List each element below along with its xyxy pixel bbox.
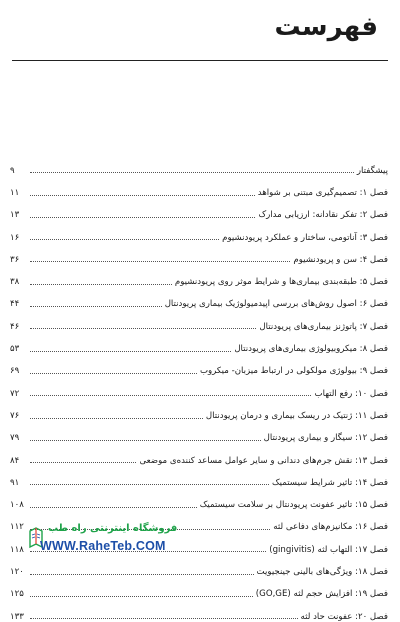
watermark xyxy=(28,523,198,561)
toc-entry-title: فصل ۱۳: نقش جرم‌های دندانی و سایر عوامل مساعد کننده‌ی موضعی xyxy=(139,455,388,466)
toc-entry xyxy=(10,242,388,264)
toc-dot-leader xyxy=(30,484,269,485)
toc-entry xyxy=(10,421,388,443)
toc-entry xyxy=(10,287,388,309)
toc-dot-leader xyxy=(30,172,354,173)
toc-entry-page-number: ۱۱۲ xyxy=(10,522,24,533)
toc-entry-page-number: ۴۴ xyxy=(10,299,20,310)
toc-dot-leader xyxy=(30,306,162,307)
toc-dot-leader xyxy=(30,395,311,396)
toc-dot-leader xyxy=(30,195,255,196)
toc-entry-page-number: ۶۹ xyxy=(10,366,20,377)
toc-entry-title: فصل ۱۷: التهاب لثه (gingivitis) xyxy=(269,544,388,555)
toc-entry-page-number: ۴۶ xyxy=(10,321,20,332)
toc-entry-title: فصل ۳: آناتومی، ساختار و عملکرد پریودنشیوم xyxy=(222,232,388,243)
toc-entry-title: فصل ۶: اصول روش‌های بررسی اپیدمیولوژیک بیماری پریودنتال xyxy=(164,299,388,310)
toc-entry xyxy=(10,264,388,286)
toc-entry-title: فصل ۱۹: افزایش حجم لثه (GO,GE) xyxy=(255,589,388,600)
toc-entry-title: پیشگفتار xyxy=(356,165,388,176)
toc-entry-title: فصل ۲: تفکر نقادانه: ارزیابی مدارک xyxy=(258,210,388,221)
toc-entry xyxy=(10,153,388,175)
toc-dot-leader xyxy=(30,596,253,597)
toc-entry-title: فصل ۱: تصمیم‌گیری مبتنی بر شواهد xyxy=(257,188,388,198)
toc-entry-page-number: ۱۱۸ xyxy=(10,544,24,555)
toc-entry-page-number: ۹۱ xyxy=(10,477,20,488)
toc-dot-leader xyxy=(30,261,290,262)
toc-entry-page-number: ۱۱ xyxy=(10,188,20,198)
toc-entry-page-number: ۸۴ xyxy=(10,455,20,466)
toc-entry xyxy=(10,487,388,509)
watermark-store-name: فروشگاه اینترنتی راه طب xyxy=(48,523,178,534)
toc-entry xyxy=(10,465,388,487)
toc-dot-leader xyxy=(30,239,219,240)
toc-entry-title: فصل ۹: بیولوژی مولکولی در ارتباط میزبان- میکروب xyxy=(199,366,388,377)
toc-entry-title: فصل ۱۴: تاثیر شرایط سیستمیک xyxy=(271,477,388,488)
toc-entry xyxy=(10,443,388,465)
toc-entry-page-number: ۷۹ xyxy=(10,433,20,444)
toc-entry-page-number: ۱۳۳ xyxy=(10,611,24,622)
toc-entry-title: فصل ۱۰: رفع التهاب xyxy=(314,388,388,399)
toc-entry-title: فصل ۱۸: ویژگی‌های بالینی جینجیویت xyxy=(256,567,388,578)
toc-entry xyxy=(10,398,388,420)
toc-entry-page-number: ۵۳ xyxy=(10,344,20,355)
toc-dot-leader xyxy=(30,574,254,575)
toc-entry-page-number: ۷۲ xyxy=(10,388,20,399)
toc-entry-page-number: ۹ xyxy=(10,165,15,176)
toc-entry-title: فصل ۲۰: عفونت حاد لثه xyxy=(300,611,388,622)
toc-entry xyxy=(10,376,388,398)
toc-dot-leader xyxy=(30,462,136,463)
toc-entry-page-number: ۱۰۸ xyxy=(10,500,24,511)
title-divider xyxy=(12,60,388,61)
watermark-url: WWW.RaheTeb.COM xyxy=(40,539,166,553)
toc-entry-page-number: ۳۶ xyxy=(10,254,20,265)
toc-entry-title: فصل ۱۵: تاثیر عفونت پریودنتال بر سلامت سیستمیک xyxy=(199,500,388,511)
toc-entry-title: فصل ۴: سن و پریودنشیوم xyxy=(293,254,388,265)
toc-dot-leader xyxy=(30,351,231,352)
toc-entry-title: فصل ۱۲: سیگار و بیماری پریودنتال xyxy=(263,433,388,444)
toc-entry-page-number: ۷۶ xyxy=(10,410,20,421)
toc-entry xyxy=(10,309,388,331)
page-title: فهرست xyxy=(274,12,378,42)
toc-dot-leader xyxy=(30,418,203,419)
toc-dot-leader xyxy=(30,217,255,218)
toc-entry xyxy=(10,175,388,197)
toc-dot-leader xyxy=(30,440,261,441)
toc-dot-leader xyxy=(30,328,256,329)
toc-entry xyxy=(10,354,388,376)
toc-entry-page-number: ۱۲۵ xyxy=(10,589,24,600)
toc-entry-title: فصل ۱۶: مکانیزم‌های دفاعی لثه xyxy=(273,522,388,533)
toc-entry xyxy=(10,331,388,353)
toc-entry-title: فصل ۸: میکروبیولوژی بیماری‌های پریودنتال xyxy=(234,344,388,355)
toc-entry-page-number: ۳۸ xyxy=(10,277,20,288)
toc-dot-leader xyxy=(30,373,197,374)
toc-entry xyxy=(10,198,388,220)
toc-entry-title: فصل ۱۱: ژنتیک در ریسک بیماری و درمان پریودنتال xyxy=(205,410,388,421)
toc-entry-title: فصل ۵: طبقه‌بندی بیماری‌ها و شرایط موثر روی پریودنشیوم xyxy=(174,277,388,288)
toc-entry-page-number: ۱۲۰ xyxy=(10,567,24,578)
toc-entry-page-number: ۱۶ xyxy=(10,232,20,243)
toc-dot-leader xyxy=(30,284,172,285)
toc-dot-leader xyxy=(30,618,298,619)
toc-dot-leader xyxy=(30,507,197,508)
toc-entry xyxy=(10,577,388,599)
toc-entry xyxy=(10,220,388,242)
toc-entry xyxy=(10,599,388,621)
toc-entry-page-number: ۱۳ xyxy=(10,210,20,221)
toc-entry-title: فصل ۷: پاتوژنز بیماری‌های پریودنتال xyxy=(259,321,388,332)
